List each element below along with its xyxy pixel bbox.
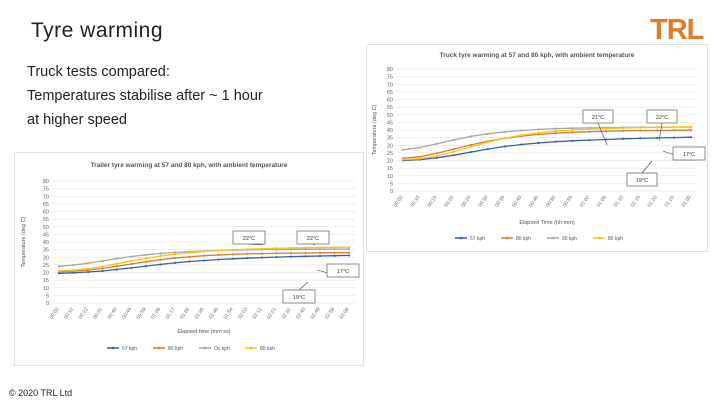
x-tick-label: 01:17 bbox=[164, 306, 177, 321]
data-point bbox=[72, 269, 74, 271]
data-point bbox=[145, 261, 147, 263]
y-tick-label: 5 bbox=[389, 181, 393, 188]
data-point bbox=[145, 254, 147, 256]
x-tick-label: 02:49 bbox=[309, 306, 322, 321]
annotation-pointer bbox=[299, 282, 308, 290]
x-tick-label: 01:54 bbox=[222, 306, 235, 321]
legend-marker bbox=[506, 237, 509, 240]
data-point bbox=[605, 138, 607, 140]
data-point bbox=[487, 133, 489, 135]
y-tick-label: 70 bbox=[42, 194, 49, 201]
data-point bbox=[72, 264, 74, 266]
x-tick-label: 02:21 bbox=[266, 306, 279, 321]
x-tick-label: 00:12 bbox=[63, 306, 76, 321]
y-tick-label: 45 bbox=[42, 232, 49, 239]
y-tick-label: 30 bbox=[42, 255, 49, 262]
annotation-label: 21°C bbox=[591, 115, 605, 121]
data-point bbox=[588, 128, 590, 130]
data-point bbox=[588, 131, 590, 133]
data-point bbox=[470, 146, 472, 148]
data-point bbox=[470, 135, 472, 137]
legend-marker bbox=[598, 237, 601, 240]
data-point bbox=[487, 148, 489, 150]
y-tick-label: 0 bbox=[45, 301, 49, 307]
x-tick-label: 00:45 bbox=[528, 194, 541, 209]
x-tick-label: 00:30 bbox=[477, 194, 490, 209]
data-point bbox=[673, 137, 675, 139]
x-tick-label: 01:35 bbox=[193, 306, 206, 321]
y-tick-label: 10 bbox=[42, 285, 49, 292]
x-tick-label: 00:40 bbox=[511, 194, 524, 209]
data-point bbox=[58, 270, 60, 272]
data-point bbox=[605, 127, 607, 129]
data-point bbox=[174, 253, 176, 255]
data-point bbox=[319, 246, 321, 248]
data-point bbox=[87, 262, 89, 264]
x-axis-label: Elapsed Time (hh:mm) bbox=[519, 220, 575, 226]
data-point bbox=[101, 270, 103, 272]
data-point bbox=[605, 130, 607, 132]
x-tick-label: 02:31 bbox=[280, 306, 293, 321]
y-axis-label: Temperature (deg C) bbox=[372, 104, 378, 156]
data-point bbox=[130, 255, 132, 257]
data-point bbox=[116, 258, 118, 260]
x-tick-label: 00:55 bbox=[561, 194, 575, 209]
data-point bbox=[319, 255, 321, 257]
y-tick-label: 55 bbox=[386, 105, 393, 112]
data-point bbox=[304, 255, 306, 257]
data-point bbox=[116, 268, 118, 270]
data-point bbox=[261, 252, 263, 254]
data-point bbox=[520, 134, 522, 136]
data-point bbox=[453, 148, 455, 150]
annotation-label: 22°C bbox=[242, 236, 256, 242]
data-point bbox=[304, 247, 306, 249]
data-point bbox=[188, 252, 190, 254]
series-line-4 bbox=[403, 127, 691, 160]
y-tick-label: 40 bbox=[42, 240, 49, 246]
x-tick-label: 00:25 bbox=[460, 194, 473, 209]
data-point bbox=[159, 252, 161, 254]
data-point bbox=[130, 263, 132, 265]
trailer-tyre-chart-svg bbox=[15, 153, 363, 365]
legend-marker bbox=[250, 347, 253, 350]
data-point bbox=[419, 158, 421, 160]
trailer-tyre-chart bbox=[14, 152, 364, 366]
body-line: Temperatures stabilise after ~ 1 hour bbox=[27, 88, 263, 104]
y-tick-label: 60 bbox=[42, 209, 49, 216]
x-tick-label: 02:12 bbox=[251, 306, 264, 321]
x-tick-label: 00:59 bbox=[135, 306, 148, 321]
data-point bbox=[690, 126, 692, 128]
y-tick-label: 15 bbox=[42, 278, 49, 285]
annotation-pointer bbox=[642, 161, 652, 173]
data-point bbox=[145, 257, 147, 259]
data-point bbox=[246, 257, 248, 259]
data-point bbox=[622, 130, 624, 132]
body-line: at higher speed bbox=[27, 112, 127, 128]
x-tick-label: 01:05 bbox=[595, 194, 608, 209]
data-point bbox=[290, 247, 292, 249]
x-axis-label: Elapsed time (mm:ss) bbox=[177, 329, 231, 335]
data-point bbox=[348, 254, 350, 256]
data-point bbox=[537, 128, 539, 130]
y-tick-label: 75 bbox=[42, 186, 49, 193]
data-point bbox=[261, 248, 263, 250]
data-point bbox=[246, 248, 248, 250]
data-point bbox=[217, 249, 219, 251]
legend-marker bbox=[552, 237, 555, 240]
data-point bbox=[453, 139, 455, 141]
x-tick-label: 02:40 bbox=[295, 306, 308, 321]
data-point bbox=[174, 262, 176, 264]
data-point bbox=[275, 256, 277, 258]
y-tick-label: 60 bbox=[386, 97, 393, 104]
data-point bbox=[145, 265, 147, 267]
x-tick-label: 02:03 bbox=[237, 306, 250, 321]
data-point bbox=[520, 129, 522, 131]
legend-label: 80 kph bbox=[608, 236, 624, 242]
y-tick-label: 80 bbox=[42, 179, 49, 185]
x-tick-label: 00:22 bbox=[77, 306, 90, 321]
y-tick-label: 50 bbox=[386, 112, 393, 119]
x-tick-label: 00:31 bbox=[92, 306, 105, 321]
data-point bbox=[639, 130, 641, 132]
y-tick-label: 55 bbox=[42, 217, 49, 224]
data-point bbox=[419, 146, 421, 148]
data-point bbox=[453, 154, 455, 156]
chart-title: Truck tyre warming at 57 and 80 kph, with ambient temperature bbox=[439, 52, 635, 59]
data-point bbox=[554, 130, 556, 132]
data-point bbox=[304, 252, 306, 254]
data-point bbox=[333, 252, 335, 254]
annotation-label: 22°C bbox=[655, 115, 669, 121]
data-point bbox=[217, 254, 219, 256]
data-point bbox=[159, 255, 161, 257]
data-point bbox=[290, 252, 292, 254]
data-point bbox=[275, 247, 277, 249]
legend-label: Oc kph bbox=[214, 346, 230, 352]
data-point bbox=[246, 253, 248, 255]
y-tick-label: 65 bbox=[386, 89, 393, 96]
data-point bbox=[690, 136, 692, 138]
data-point bbox=[159, 259, 161, 261]
x-tick-label: 00:10 bbox=[409, 194, 422, 209]
data-point bbox=[537, 142, 539, 144]
data-point bbox=[554, 132, 556, 134]
data-point bbox=[436, 143, 438, 145]
data-point bbox=[275, 252, 277, 254]
data-point bbox=[571, 140, 573, 142]
series-line-1 bbox=[403, 137, 691, 160]
logo-text: TRL bbox=[650, 14, 704, 42]
legend-label: 80 kph bbox=[168, 346, 184, 352]
data-point bbox=[571, 131, 573, 133]
data-point bbox=[203, 250, 205, 252]
chart-title: Trailer tyre warming at 57 and 80 kph, with ambient temperature bbox=[90, 162, 288, 169]
data-point bbox=[188, 260, 190, 262]
data-point bbox=[174, 257, 176, 259]
data-point bbox=[622, 127, 624, 129]
data-point bbox=[504, 145, 506, 147]
data-point bbox=[537, 132, 539, 134]
trl-logo bbox=[650, 14, 712, 42]
x-tick-label: 02:58 bbox=[324, 306, 337, 321]
data-point bbox=[402, 159, 404, 161]
x-tick-label: 01:15 bbox=[629, 194, 642, 209]
data-point bbox=[348, 246, 350, 248]
data-point bbox=[436, 152, 438, 154]
y-tick-label: 75 bbox=[386, 74, 393, 81]
data-point bbox=[261, 256, 263, 258]
y-tick-label: 20 bbox=[42, 270, 49, 277]
data-point bbox=[690, 129, 692, 131]
x-tick-label: 01:10 bbox=[612, 194, 625, 209]
x-tick-label: 00:15 bbox=[426, 194, 439, 209]
y-tick-label: 50 bbox=[42, 224, 49, 231]
data-point bbox=[588, 139, 590, 141]
body-line: Truck tests compared: bbox=[27, 64, 170, 80]
data-point bbox=[232, 258, 234, 260]
y-tick-label: 35 bbox=[386, 135, 393, 142]
y-axis-label: Temperature (deg C) bbox=[21, 216, 27, 268]
annotation-label: 19°C bbox=[292, 295, 306, 301]
data-point bbox=[58, 265, 60, 267]
copyright-footer: © 2020 TRL Ltd bbox=[9, 388, 73, 398]
data-point bbox=[402, 149, 404, 151]
legend-marker bbox=[460, 237, 463, 240]
legend-marker bbox=[158, 347, 161, 350]
data-point bbox=[470, 151, 472, 153]
data-point bbox=[101, 265, 103, 267]
data-point bbox=[232, 249, 234, 251]
annotation-label: 19°C bbox=[635, 178, 649, 184]
legend-marker bbox=[204, 347, 207, 350]
legend-label: 57 kph bbox=[122, 346, 138, 352]
data-point bbox=[87, 271, 89, 273]
data-point bbox=[673, 126, 675, 128]
annotation-label: 17°C bbox=[682, 152, 696, 158]
data-point bbox=[639, 126, 641, 128]
y-tick-label: 40 bbox=[386, 128, 393, 134]
truck-tyre-chart-svg bbox=[367, 45, 707, 251]
x-tick-label: 01:00 bbox=[578, 194, 591, 209]
data-point bbox=[622, 138, 624, 140]
x-tick-label: 01:25 bbox=[663, 194, 676, 209]
data-point bbox=[504, 131, 506, 133]
y-tick-label: 25 bbox=[386, 150, 393, 157]
data-point bbox=[639, 137, 641, 139]
x-tick-label: 00:40 bbox=[106, 306, 119, 321]
data-point bbox=[101, 267, 103, 269]
data-point bbox=[520, 143, 522, 145]
data-point bbox=[504, 137, 506, 139]
y-tick-label: 15 bbox=[386, 166, 393, 173]
annotation-label: 22°C bbox=[306, 236, 320, 242]
data-point bbox=[436, 155, 438, 157]
x-tick-label: 00:03 bbox=[392, 194, 405, 209]
data-point bbox=[130, 260, 132, 262]
x-tick-label: 00:35 bbox=[494, 194, 507, 209]
x-tick-label: 00:49 bbox=[121, 306, 134, 321]
data-point bbox=[554, 141, 556, 143]
x-tick-label: 00:20 bbox=[443, 194, 456, 209]
data-point bbox=[290, 256, 292, 258]
x-tick-label: 01:20 bbox=[646, 194, 659, 209]
data-point bbox=[101, 260, 103, 262]
data-point bbox=[203, 255, 205, 257]
data-point bbox=[571, 129, 573, 131]
annotation-pointer bbox=[598, 123, 607, 145]
data-point bbox=[656, 129, 658, 131]
data-point bbox=[217, 258, 219, 260]
truck-tyre-chart bbox=[366, 44, 708, 252]
x-tick-label: 00:03 bbox=[48, 306, 61, 321]
y-tick-label: 25 bbox=[42, 262, 49, 269]
y-tick-label: 0 bbox=[389, 189, 393, 195]
legend-label: 80 kph bbox=[260, 346, 276, 352]
legend-label: 80 kph bbox=[516, 236, 532, 242]
annotation-label: 17°C bbox=[336, 269, 350, 275]
data-point bbox=[348, 252, 350, 254]
y-tick-label: 20 bbox=[386, 158, 393, 165]
data-point bbox=[656, 126, 658, 128]
data-point bbox=[656, 137, 658, 139]
y-tick-label: 5 bbox=[45, 293, 49, 300]
x-tick-label: 01:45 bbox=[208, 306, 221, 321]
x-tick-label: 01:26 bbox=[179, 306, 192, 321]
legend-marker bbox=[112, 347, 115, 350]
data-point bbox=[87, 268, 89, 270]
y-tick-label: 80 bbox=[386, 67, 393, 73]
data-point bbox=[232, 253, 234, 255]
data-point bbox=[333, 246, 335, 248]
data-point bbox=[116, 263, 118, 265]
y-tick-label: 30 bbox=[386, 143, 393, 150]
y-tick-label: 45 bbox=[386, 120, 393, 127]
y-tick-label: 10 bbox=[386, 173, 393, 180]
x-tick-label: 01:30 bbox=[680, 194, 693, 209]
data-point bbox=[319, 252, 321, 254]
data-point bbox=[203, 259, 205, 261]
data-point bbox=[188, 256, 190, 258]
x-tick-label: 01:08 bbox=[150, 306, 163, 321]
data-point bbox=[487, 141, 489, 143]
y-tick-label: 65 bbox=[42, 201, 49, 208]
data-point bbox=[333, 255, 335, 257]
legend-label: 57 kph bbox=[470, 236, 486, 242]
legend-label: 90 kph bbox=[562, 236, 578, 242]
data-point bbox=[453, 151, 455, 153]
slide-body bbox=[27, 60, 357, 132]
data-point bbox=[419, 156, 421, 158]
x-tick-label: 03:08 bbox=[338, 306, 351, 321]
data-point bbox=[130, 267, 132, 269]
y-tick-label: 70 bbox=[386, 82, 393, 89]
data-point bbox=[159, 263, 161, 265]
data-point bbox=[116, 265, 118, 267]
data-point bbox=[673, 129, 675, 131]
data-point bbox=[554, 128, 556, 130]
slide-title: Tyre warming bbox=[31, 19, 164, 42]
x-tick-label: 00:50 bbox=[545, 194, 558, 209]
y-tick-label: 35 bbox=[42, 247, 49, 254]
